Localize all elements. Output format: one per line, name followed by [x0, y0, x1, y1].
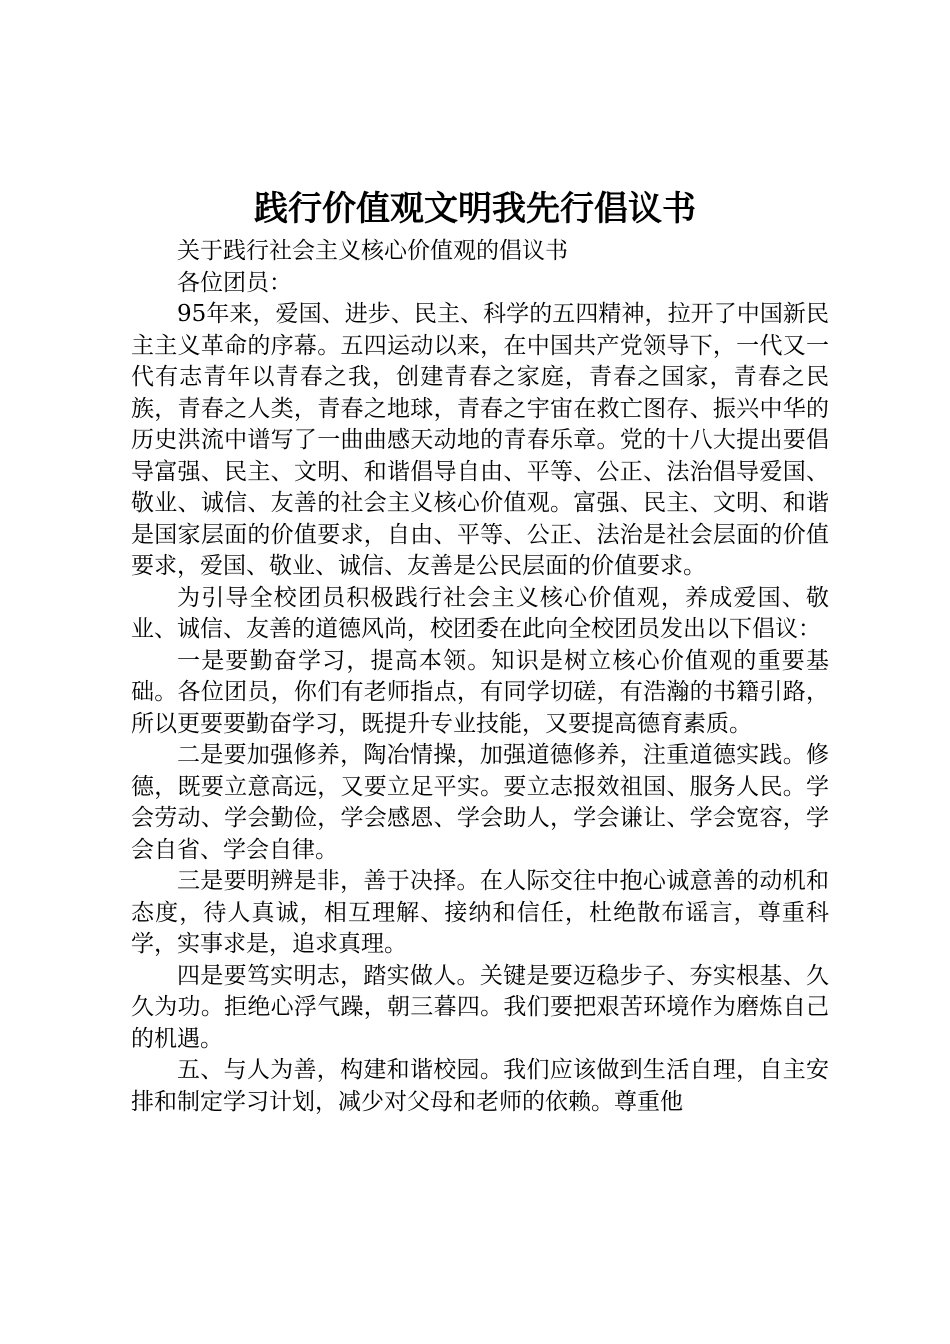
- paragraph-intro: 95年来，爱国、进步、民主、科学的五四精神，拉开了中国新民主主义革命的序幕。五四运动以来，在中国共产党领导下，一代又一代有志青年以青春之我，创建青春之家庭，青春之国家，青春之民族，青春之人类，青春之地球，青春之宇宙在救亡图存、振兴中华的历史洪流中谱写了一曲曲感天动地的青春乐章。党的十八大提出要倡导富强、民主、文明、和谐倡导自由、平等、公正、法治倡导爱国、敬业、诚信、友善的社会主义核心价值观。富强、民主、文明、和谐是国家层面的价值要求，自由、平等、公正、法治是社会层面的价值要求，爱国、敬业、诚信、友善是公民层面的价值要求。: [131, 301, 829, 579]
- paragraph-point-2: 二是要加强修养，陶冶情操，加强道德修养，注重道德实践。修德，既要立意高远，又要立足平实。要立志报效祖国、服务人民。学会劳动、学会勤俭，学会感恩、学会助人，学会谦让、学会宽容，学会自省、学会自律。: [131, 742, 829, 863]
- document-body: [131, 236, 829, 1118]
- paragraph-point-4: 四是要笃实明志，踏实做人。关键是要迈稳步子、夯实根基、久久为功。拒绝心浮气躁，朝三暮四。我们要把艰苦环境作为磨炼自己的机遇。: [131, 962, 829, 1052]
- paragraph-purpose: 为引导全校团员积极践行社会主义核心价值观，养成爱国、敬业、诚信、友善的道德风尚，校团委在此向全校团员发出以下倡议：: [131, 584, 829, 642]
- document-title: 践行价值观文明我先行倡议书: [254, 189, 696, 229]
- paragraph-point-3: 三是要明辨是非，善于决择。在人际交往中抱心诚意善的动机和态度，待人真诚，相互理解、接纳和信任，杜绝散布谣言，尊重科学，实事求是，追求真理。: [131, 868, 829, 957]
- paragraph-point-1: 一是要勤奋学习，提高本领。知识是树立核心价值观的重要基础。各位团员，你们有老师指点，有同学切磋，有浩瀚的书籍引路，所以更要要勤奋学习，既提升专业技能，又要提高德育素质。: [131, 647, 829, 737]
- paragraph-subtitle: 关于践行社会主义核心价值观的倡议书: [177, 238, 568, 264]
- paragraph-salutation: 各位团员：: [177, 269, 292, 296]
- paragraph-point-5: 五、与人为善，构建和谐校园。我们应该做到生活自理，自主安排和制定学习计划，减少对父母和老师的依赖。尊重他: [131, 1057, 829, 1115]
